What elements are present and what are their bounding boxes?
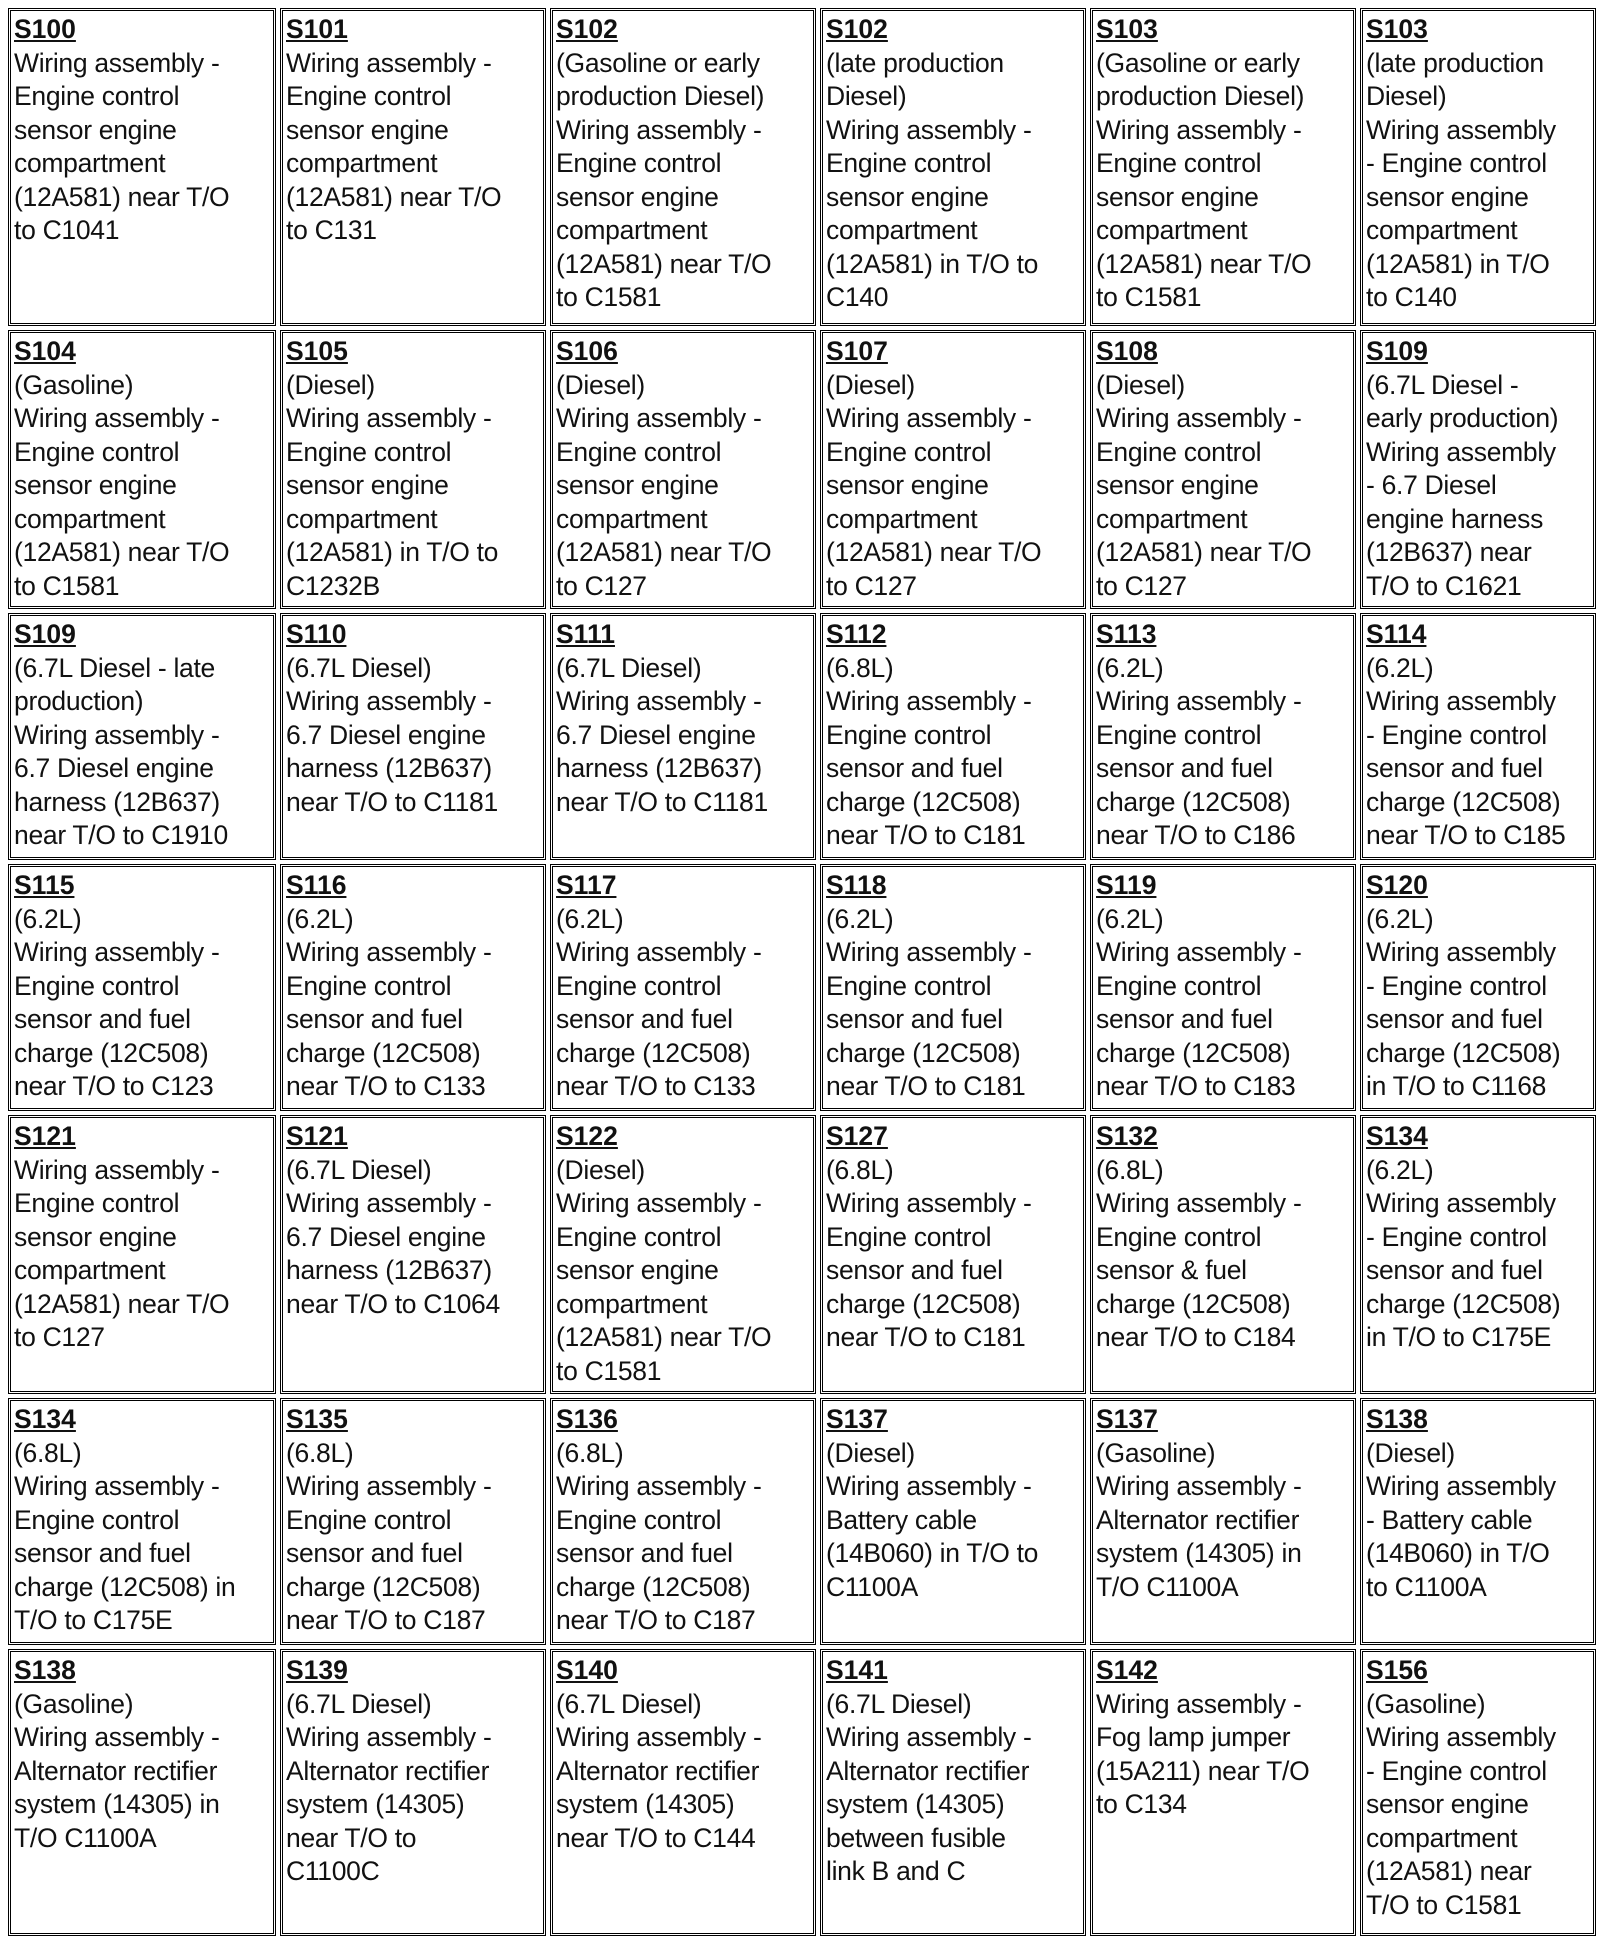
splice-id-link[interactable]: S137 bbox=[1096, 1404, 1158, 1434]
splice-id-link[interactable]: S117 bbox=[556, 870, 617, 900]
splice-cell bbox=[820, 864, 1086, 1111]
splice-cell bbox=[280, 1649, 546, 1936]
splice-description: Wiring assembly - Fog lamp jumper (15A211) near T/O to C134 bbox=[1096, 1688, 1310, 1819]
splice-id-link[interactable]: S103 bbox=[1366, 14, 1428, 44]
splice-cell bbox=[280, 1398, 546, 1645]
splice-cell bbox=[1090, 1398, 1356, 1645]
splice-id-link[interactable]: S105 bbox=[286, 336, 348, 366]
splice-id-link[interactable]: S107 bbox=[826, 336, 888, 366]
splice-cell bbox=[550, 1115, 816, 1394]
splice-cell bbox=[8, 613, 276, 860]
splice-id-link[interactable]: S134 bbox=[1366, 1121, 1428, 1151]
table-row bbox=[8, 330, 1596, 609]
table-row bbox=[8, 1649, 1596, 1936]
splice-description: (6.8L) Wiring assembly - Engine control sensor and fuel charge (12C508) near T/O to C181 bbox=[826, 652, 1032, 850]
splice-description: (Gasoline) Wiring assembly - Alternator rectifier system (14305) in T/O C1100A bbox=[1096, 1437, 1302, 1602]
splice-cell bbox=[820, 1115, 1086, 1394]
table-row bbox=[8, 613, 1596, 860]
splice-description: (6.7L Diesel) Wiring assembly - Alternator rectifier system (14305) near T/O to C144 bbox=[556, 1688, 762, 1853]
splice-cell bbox=[8, 1398, 276, 1645]
table-row bbox=[8, 1398, 1596, 1645]
splice-description: Wiring assembly - Engine control sensor engine compartment (12A581) near T/O to C131 bbox=[286, 47, 502, 245]
splice-cell bbox=[8, 864, 276, 1111]
splice-id-link[interactable]: S116 bbox=[286, 870, 347, 900]
splice-id-link[interactable]: S132 bbox=[1096, 1121, 1158, 1151]
splice-id-link[interactable]: S112 bbox=[826, 619, 887, 649]
splice-id-link[interactable]: S121 bbox=[286, 1121, 348, 1151]
splice-cell bbox=[280, 864, 546, 1111]
splice-id-link[interactable]: S135 bbox=[286, 1404, 348, 1434]
splice-cell bbox=[1090, 1115, 1356, 1394]
splice-description: Wiring assembly - Engine control sensor engine compartment (12A581) near T/O to C127 bbox=[14, 1154, 230, 1352]
splice-cell bbox=[8, 1115, 276, 1394]
splice-id-link[interactable]: S120 bbox=[1366, 870, 1428, 900]
splice-description: (Gasoline or early production Diesel) Wiring assembly - Engine control sensor engine compartment (12A581) near T/O to C1581 bbox=[1096, 47, 1312, 312]
splice-id-link[interactable]: S127 bbox=[826, 1121, 888, 1151]
splice-id-link[interactable]: S140 bbox=[556, 1655, 618, 1685]
splice-id-link[interactable]: S103 bbox=[1096, 14, 1158, 44]
splice-description: (6.8L) Wiring assembly - Engine control sensor and fuel charge (12C508) near T/O to C187 bbox=[286, 1437, 492, 1635]
splice-description: (6.7L Diesel) Wiring assembly - 6.7 Diesel engine harness (12B637) near T/O to C1064 bbox=[286, 1154, 500, 1319]
splice-id-link[interactable]: S113 bbox=[1096, 619, 1157, 649]
splice-id-link[interactable]: S136 bbox=[556, 1404, 618, 1434]
splice-cell bbox=[820, 8, 1086, 326]
splice-cell bbox=[550, 8, 816, 326]
splice-id-link[interactable]: S106 bbox=[556, 336, 618, 366]
splice-description: (6.8L) Wiring assembly - Engine control sensor and fuel charge (12C508) near T/O to C187 bbox=[556, 1437, 762, 1635]
splice-id-link[interactable]: S109 bbox=[14, 619, 76, 649]
splice-description: (Diesel) Wiring assembly - Engine control sensor engine compartment (12A581) near T/O to C127 bbox=[1096, 369, 1312, 601]
splice-description: (6.2L) Wiring assembly - Engine control sensor and fuel charge (12C508) in T/O to C1168 bbox=[1366, 903, 1561, 1101]
splice-id-link[interactable]: S121 bbox=[14, 1121, 76, 1151]
splice-id-link[interactable]: S142 bbox=[1096, 1655, 1158, 1685]
splice-description: (late production Diesel) Wiring assembly - Engine control sensor engine compartment (12A581) in T/O to C140 bbox=[1366, 47, 1556, 312]
splice-description: (Diesel) Wiring assembly - Battery cable (14B060) in T/O to C1100A bbox=[826, 1437, 1039, 1602]
splice-id-link[interactable]: S156 bbox=[1366, 1655, 1428, 1685]
splice-id-link[interactable]: S108 bbox=[1096, 336, 1158, 366]
splice-description: (6.7L Diesel) Wiring assembly - 6.7 Diesel engine harness (12B637) near T/O to C1181 bbox=[556, 652, 768, 817]
splice-description: (Gasoline) Wiring assembly - Engine control sensor engine compartment (12A581) near T/O to C1581 bbox=[14, 369, 230, 601]
splice-cell bbox=[1090, 1649, 1356, 1936]
splice-id-link[interactable]: S109 bbox=[1366, 336, 1428, 366]
splice-id-link[interactable]: S137 bbox=[826, 1404, 888, 1434]
splice-description: (Diesel) Wiring assembly - Battery cable (14B060) in T/O to C1100A bbox=[1366, 1437, 1556, 1602]
splice-cell bbox=[550, 1649, 816, 1936]
splice-id-link[interactable]: S115 bbox=[14, 870, 75, 900]
splice-description: (6.8L) Wiring assembly - Engine control sensor and fuel charge (12C508) near T/O to C181 bbox=[826, 1154, 1032, 1352]
splice-id-link[interactable]: S104 bbox=[14, 336, 76, 366]
splice-description: (6.8L) Wiring assembly - Engine control sensor & fuel charge (12C508) near T/O to C184 bbox=[1096, 1154, 1302, 1352]
splice-description: (6.7L Diesel - late production) Wiring assembly - 6.7 Diesel engine harness (12B637) near T/O to C1910 bbox=[14, 652, 228, 850]
splice-id-link[interactable]: S102 bbox=[826, 14, 888, 44]
splice-description: (6.2L) Wiring assembly - Engine control sensor and fuel charge (12C508) near T/O to C181 bbox=[826, 903, 1032, 1101]
splice-cell bbox=[820, 1398, 1086, 1645]
splice-id-link[interactable]: S138 bbox=[1366, 1404, 1428, 1434]
splice-id-link[interactable]: S138 bbox=[14, 1655, 76, 1685]
splice-cell bbox=[280, 8, 546, 326]
splice-cell bbox=[280, 613, 546, 860]
splice-description: (6.8L) Wiring assembly - Engine control sensor and fuel charge (12C508) in T/O to C175E bbox=[14, 1437, 236, 1635]
splice-id-link[interactable]: S134 bbox=[14, 1404, 76, 1434]
splice-description: (Diesel) Wiring assembly - Engine control sensor engine compartment (12A581) in T/O to C1232B bbox=[286, 369, 499, 601]
splice-cell bbox=[550, 330, 816, 609]
splice-description: (6.7L Diesel) Wiring assembly - Alternator rectifier system (14305) near T/O to C1100C bbox=[286, 1688, 492, 1886]
table-row bbox=[8, 8, 1596, 326]
splice-description: (late production Diesel) Wiring assembly - Engine control sensor engine compartment (12A581) in T/O to C140 bbox=[826, 47, 1039, 312]
splice-cell bbox=[1360, 864, 1596, 1111]
table-row bbox=[8, 1115, 1596, 1394]
splice-cell bbox=[820, 613, 1086, 860]
splice-id-link[interactable]: S102 bbox=[556, 14, 618, 44]
splice-description: (Gasoline or early production Diesel) Wiring assembly - Engine control sensor engine compartment (12A581) near T/O to C1581 bbox=[556, 47, 772, 312]
splice-table-body bbox=[8, 8, 1596, 1936]
splice-description: (Diesel) Wiring assembly - Engine control sensor engine compartment (12A581) near T/O to C127 bbox=[556, 369, 772, 601]
splice-id-link[interactable]: S100 bbox=[14, 14, 76, 44]
splice-cell bbox=[8, 1649, 276, 1936]
splice-location-table bbox=[4, 4, 1600, 1940]
splice-description: (6.2L) Wiring assembly - Engine control sensor and fuel charge (12C508) near T/O to C185 bbox=[1366, 652, 1566, 850]
table-row bbox=[8, 864, 1596, 1111]
splice-cell bbox=[1360, 1115, 1596, 1394]
splice-id-link[interactable]: S122 bbox=[556, 1121, 618, 1151]
splice-id-link[interactable]: S139 bbox=[286, 1655, 348, 1685]
splice-description: (Gasoline) Wiring assembly - Engine control sensor engine compartment (12A581) near T/O to C1581 bbox=[1366, 1688, 1556, 1920]
splice-cell bbox=[1090, 8, 1356, 326]
splice-id-link[interactable]: S118 bbox=[826, 870, 887, 900]
splice-cell bbox=[1360, 613, 1596, 860]
splice-cell bbox=[550, 864, 816, 1111]
splice-cell bbox=[1360, 8, 1596, 326]
splice-description: (6.2L) Wiring assembly - Engine control sensor and fuel charge (12C508) near T/O to C133 bbox=[286, 903, 492, 1101]
splice-cell bbox=[8, 8, 276, 326]
splice-cell bbox=[1360, 330, 1596, 609]
splice-description: (6.7L Diesel) Wiring assembly - 6.7 Diesel engine harness (12B637) near T/O to C1181 bbox=[286, 652, 498, 817]
splice-cell bbox=[820, 330, 1086, 609]
splice-description: (6.7L Diesel - early production) Wiring assembly - 6.7 Diesel engine harness (12B637) near T/O to C1621 bbox=[1366, 369, 1559, 601]
splice-id-link[interactable]: S119 bbox=[1096, 870, 1157, 900]
splice-description: (6.2L) Wiring assembly - Engine control sensor and fuel charge (12C508) near T/O to C123 bbox=[14, 903, 220, 1101]
splice-cell bbox=[550, 1398, 816, 1645]
splice-cell bbox=[1090, 864, 1356, 1111]
splice-cell bbox=[820, 1649, 1086, 1936]
splice-description: Wiring assembly - Engine control sensor engine compartment (12A581) near T/O to C1041 bbox=[14, 47, 230, 245]
splice-cell bbox=[8, 330, 276, 609]
splice-description: (6.2L) Wiring assembly - Engine control sensor and fuel charge (12C508) near T/O to C133 bbox=[556, 903, 762, 1101]
splice-cell bbox=[1090, 613, 1356, 860]
splice-cell bbox=[550, 613, 816, 860]
splice-description: (6.7L Diesel) Wiring assembly - Alternator rectifier system (14305) between fusible link B and C bbox=[826, 1688, 1032, 1886]
splice-description: (6.2L) Wiring assembly - Engine control sensor and fuel charge (12C508) in T/O to C175E bbox=[1366, 1154, 1561, 1352]
splice-description: (6.2L) Wiring assembly - Engine control sensor and fuel charge (12C508) near T/O to C186 bbox=[1096, 652, 1302, 850]
splice-id-link[interactable]: S111 bbox=[556, 619, 615, 649]
splice-id-link[interactable]: S101 bbox=[286, 14, 348, 44]
splice-id-link[interactable]: S114 bbox=[1366, 619, 1427, 649]
splice-cell bbox=[280, 330, 546, 609]
splice-description: (Diesel) Wiring assembly - Engine control sensor engine compartment (12A581) near T/O to C127 bbox=[826, 369, 1042, 601]
splice-description: (Diesel) Wiring assembly - Engine control sensor engine compartment (12A581) near T/O to C1581 bbox=[556, 1154, 772, 1386]
splice-id-link[interactable]: S141 bbox=[826, 1655, 888, 1685]
splice-cell bbox=[1360, 1649, 1596, 1936]
splice-cell bbox=[1360, 1398, 1596, 1645]
splice-description: (Gasoline) Wiring assembly - Alternator rectifier system (14305) in T/O C1100A bbox=[14, 1688, 220, 1853]
splice-cell bbox=[1090, 330, 1356, 609]
splice-cell bbox=[280, 1115, 546, 1394]
splice-id-link[interactable]: S110 bbox=[286, 619, 347, 649]
splice-description: (6.2L) Wiring assembly - Engine control sensor and fuel charge (12C508) near T/O to C183 bbox=[1096, 903, 1302, 1101]
